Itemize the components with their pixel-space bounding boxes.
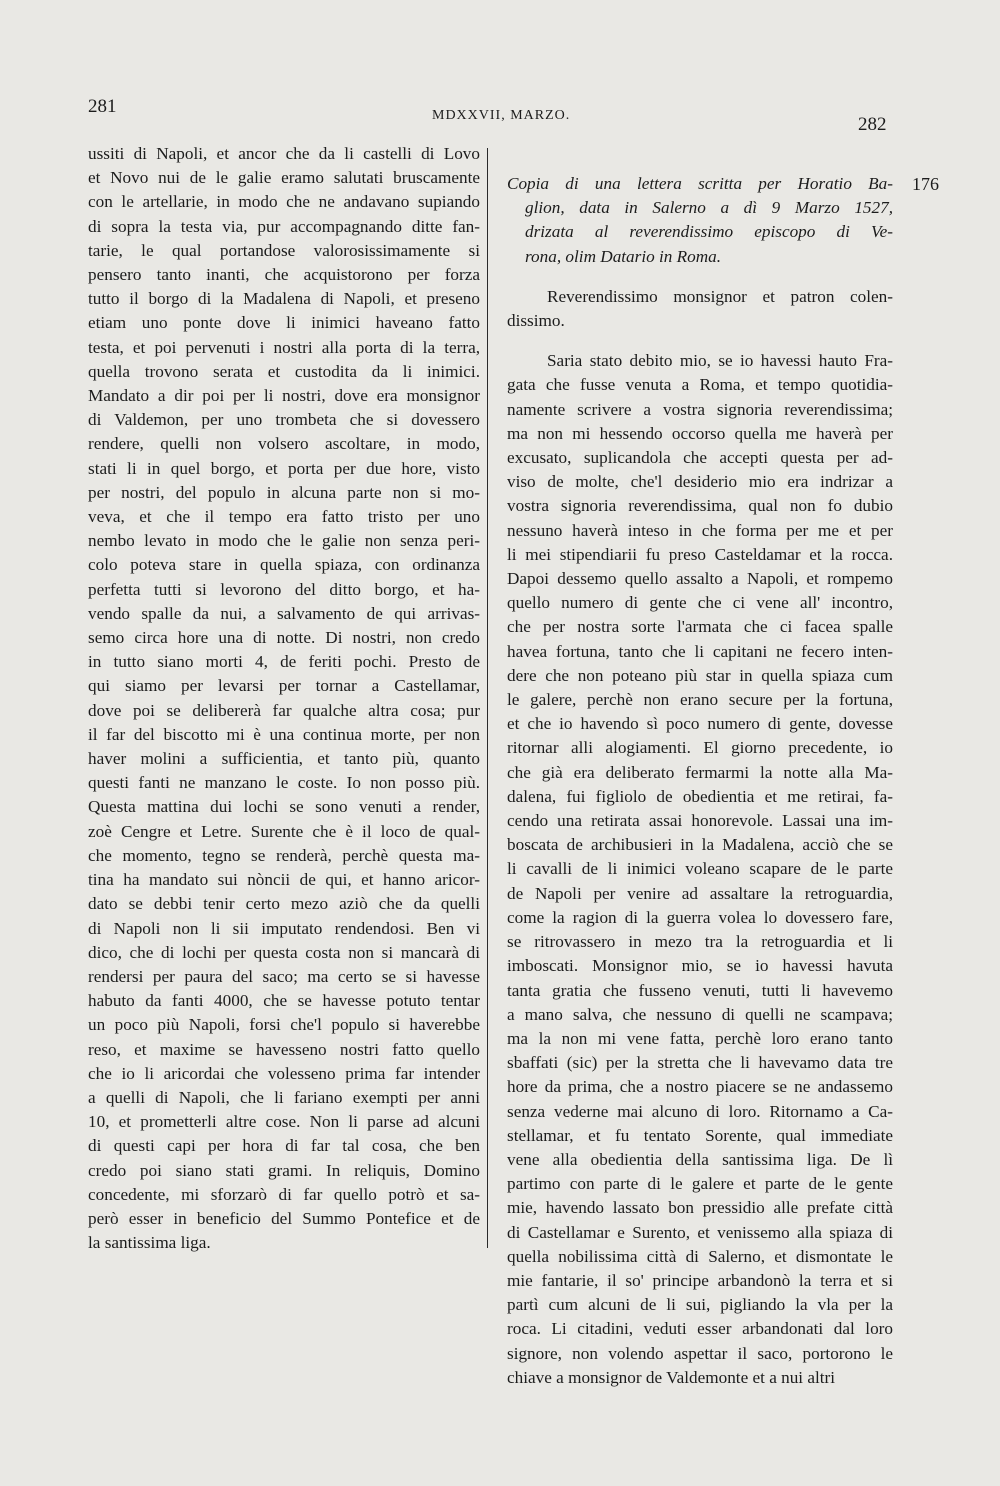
text-line: li cavalli de li inimici voleano scapare de le parte xyxy=(507,859,893,879)
text-line: quello numero di gente che ci vene all' incontro, xyxy=(507,593,893,613)
text-line: ritornar alli alogiamenti. El giorno precedente, io xyxy=(507,738,893,758)
text-line: reso, et maxime se havesseno nostri fatto quello xyxy=(88,1039,480,1059)
text-line: perfetta tutti si levorono del ditto borgo, et ha- xyxy=(88,579,480,599)
text-line: senza vederne mai alcuno di loro. Ritornamo a Ca- xyxy=(507,1101,893,1121)
letter-salutation xyxy=(507,285,893,333)
text-line: di Valdemon, per uno trombeta che si dovessero xyxy=(88,410,480,430)
text-line: il far del biscotto mi è una continua morte, per non xyxy=(88,724,480,744)
text-line: sbaffati (sic) per la stretta che li havevamo data tre xyxy=(507,1053,893,1073)
text-line: roca. Li citadini, veduti esser arbandonati dal loro xyxy=(507,1319,893,1339)
text-line: se ritrovassero in mezo tra la retroguardia et li xyxy=(507,932,893,952)
text-line: di Castellamar e Surento, et venissemo alla spiaza di xyxy=(507,1222,893,1242)
left-column xyxy=(88,142,480,1255)
text-line: veva, et che il tempo era fatto tristo per uno xyxy=(88,507,480,527)
column-divider xyxy=(487,148,488,1248)
text-line: dove poi se delibererà far qualche altra cosa; pur xyxy=(88,700,480,720)
salutation-line: dissimo. xyxy=(507,311,565,331)
text-line: cendo una retirata assai honorevole. Lassai una im- xyxy=(507,811,893,831)
text-line: li mei stipendiarii fu preso Casteldamar et la rocca. xyxy=(507,544,893,564)
text-line: stellamar, et fu tentato Sorente, qual immediate xyxy=(507,1125,893,1145)
text-line: etiam uno ponte dove li inimici haveano fatto xyxy=(88,313,480,333)
text-line: semo circa hore una di notte. Di nostri, non credo xyxy=(88,628,480,648)
text-line: Saria stato debito mio, se io havessi hauto Fra- xyxy=(547,351,893,371)
text-line: ma non mi hessendo occorso quella me haverà per xyxy=(507,423,893,443)
text-line: a quelli di Napoli, che li fariano exempti per anni xyxy=(88,1087,480,1107)
heading-line: drizata al reverendissimo episcopo di Ve- xyxy=(525,222,893,242)
text-line: dere che non poteano più star in quella spiaza cum xyxy=(507,665,893,685)
text-line: in tutto siano morti 4, de feriti pochi. Presto de xyxy=(88,652,480,672)
text-line: ussiti di Napoli, et ancor che da li castelli di Lovo xyxy=(88,144,480,163)
text-line: testa, et poi pervenuti i nostri alla porta di la terra, xyxy=(88,337,480,357)
text-line: stati li in quel borgo, et porta per due hore, visto xyxy=(88,458,480,478)
text-line: quella trovono serata et custodita da li inimici. xyxy=(88,361,480,381)
text-line: tanta gratia che fusseno venuti, tutti li havevemo xyxy=(507,980,893,1000)
text-line: partì cum alcuni de li sui, pigliando la vla per la xyxy=(507,1295,893,1315)
text-line: et che io havendo sì poco numero di gente, dovesse xyxy=(507,714,893,734)
letter-body xyxy=(507,349,893,1390)
text-line: dico, che di lochi per questa costa non si mancarà di xyxy=(88,942,480,962)
text-line: nessuno haverà inteso in che forma per me et per xyxy=(507,520,893,540)
heading-line: rona, olim Datario in Roma. xyxy=(525,246,722,266)
text-line: un poco più Napoli, forsi che'l populo si haverebbe xyxy=(88,1015,480,1035)
text-line: con le artellarie, in modo che ne andavano supiando xyxy=(88,192,480,212)
text-line: de Napoli per venire ad assaltare la retroguardia, xyxy=(507,883,893,903)
text-line: di questi capi per hora di far tal cosa, che ben xyxy=(88,1136,480,1156)
text-line: partimo con parte di le galere et parte de le gente xyxy=(507,1174,893,1194)
text-line: come la ragion di la guerra volea lo dovessero fare, xyxy=(507,907,893,927)
text-line: questi fanti ne manzano le coste. Io non posso più. xyxy=(88,773,480,793)
text-line: credo poi siano stati grami. In reliquis, Domino xyxy=(88,1160,480,1180)
text-line: dato se debbi tenir certo mezo aziò che da quelli xyxy=(88,894,480,914)
text-line: che già era deliberato fermarmi la notte alla Ma- xyxy=(507,762,893,782)
text-line: mie, havendo lassato bon pressidio alle prefate città xyxy=(507,1198,893,1218)
text-line: la santissima liga. xyxy=(88,1233,211,1253)
text-line: signore, non volendo aspettar il saco, portorono le xyxy=(507,1343,893,1363)
text-line: et Novo nui de le galie eramo salutati bruscamente xyxy=(88,168,480,188)
text-line: gata che fusse venuta a Roma, et tempo quotidia- xyxy=(507,375,893,395)
text-line: Dapoi dessemo quello assalto a Napoli, et rompemo xyxy=(507,569,893,589)
text-line: tarie, le qual portandose valorosissimamente si xyxy=(88,240,480,260)
text-line: di Napoli non li sii imputato rendendosi. Ben vi xyxy=(88,918,480,938)
text-line: vostra signoria reverendissima, qual non fo dubio xyxy=(507,496,893,516)
text-line: concedente, mi sforzarò di far quello potrò et sa- xyxy=(88,1184,480,1204)
text-line: zoè Cengre et Letre. Surente che è il loco de qual- xyxy=(88,821,480,841)
text-line: tutto il borgo di la Madalena di Napoli, et preseno xyxy=(88,289,480,309)
running-title: MDXXVII, MARZO. xyxy=(432,108,571,123)
text-line: tina ha mandato sui nòncii de qui, et hanno aricor- xyxy=(88,870,480,890)
text-line: haver molini a sufficientia, et tanto più, quanto xyxy=(88,749,480,769)
margin-reference-number: 176 xyxy=(912,174,939,194)
text-line: havea fortuna, tanto che li capitani ne fecero inten- xyxy=(507,641,893,661)
text-line: Questa mattina dui lochi se sono venuti a render, xyxy=(88,797,480,817)
heading-line: Copia di una lettera scritta per Horatio Ba- xyxy=(507,174,893,193)
text-line: ma la non mi vene fatta, perchè loro erano tanto xyxy=(507,1028,893,1048)
text-line: qui siamo per levarsi per tornar a Castellamar, xyxy=(88,676,480,696)
text-line: però esser in beneficio del Summo Pontefice et de xyxy=(88,1208,480,1228)
text-line: Mandato a dir poi per li nostri, dove era monsignor xyxy=(88,386,480,406)
salutation-line: Reverendissimo monsignor et patron colen- xyxy=(547,286,893,306)
text-line: colo poteva stare in quella spiaza, con ordinanza xyxy=(88,555,480,575)
text-line: quella nobilissima città di Salerno, et dismontate le xyxy=(507,1246,893,1266)
text-line: nembo levato in modo che le galie non senza peri- xyxy=(88,531,480,551)
text-line: per nostri, del populo in alcuna parte non si mo- xyxy=(88,482,480,502)
text-line: excusato, suplicandola che accepti questa per ad- xyxy=(507,448,893,468)
text-line: hore da prima, che a nostro piacere se ne andassemo xyxy=(507,1077,893,1097)
text-line: namente scrivere a vostra signoria reverendissima; xyxy=(507,399,893,419)
letter-heading xyxy=(507,172,893,269)
text-line: 10, et prometterli altre cose. Non li parse ad alcuni xyxy=(88,1112,480,1132)
text-line: a mano salva, che nessuno di quelli ne scampava; xyxy=(507,1004,893,1024)
page-number-right: 282 xyxy=(858,114,887,135)
heading-line: glion, data in Salerno a dì 9 Marzo 1527, xyxy=(525,198,893,218)
text-line: vendo spalle da nui, a salvamento de qui arrivas- xyxy=(88,603,480,623)
right-column xyxy=(507,172,893,1390)
text-line: chiave a monsignor de Valdemonte et a nui altri xyxy=(507,1367,836,1387)
text-line: che io li aricordai che volesseno prima far intender xyxy=(88,1063,480,1083)
text-line: habuto da fanti 4000, che se havesse potuto tentar xyxy=(88,991,480,1011)
text-line: imboscati. Monsignor mio, se io havessi havuta xyxy=(507,956,893,976)
text-line: di sopra la testa via, pur accompagnando ditte fan- xyxy=(88,216,480,236)
text-line: rendere, quelli non volsero ascoltare, in modo, xyxy=(88,434,480,454)
text-line: pensero tanto inanti, che acquistorono per forza xyxy=(88,265,480,285)
text-line: che momento, tegno se renderà, perchè questa ma- xyxy=(88,845,480,865)
text-line: le galere, perchè non erano secure per la fortuna, xyxy=(507,690,893,710)
text-line: che per nostra sorte l'armata che ci facea spalle xyxy=(507,617,893,637)
text-line: vene alla obedientia della santissima liga. De lì xyxy=(507,1149,893,1169)
page-number-left: 281 xyxy=(88,96,117,117)
text-line: rendersi per paura del saco; ma certo se si havesse xyxy=(88,966,480,986)
text-line: viso de molte, che'l desiderio mio era indrizar a xyxy=(507,472,893,492)
text-line: mie fantarie, il so' principe arbandonò la terra et si xyxy=(507,1270,893,1290)
text-line: boscata de archibusieri in la Madalena, acciò che se xyxy=(507,835,893,855)
text-line: dalena, fui figliolo de obedientia et me retirai, fa- xyxy=(507,786,893,806)
